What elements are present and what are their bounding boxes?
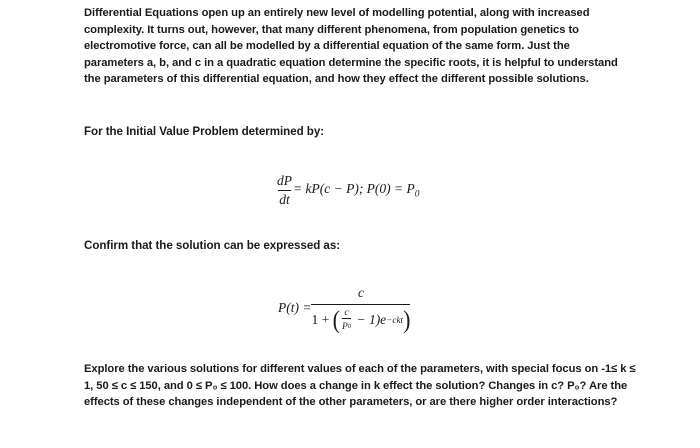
equation-rhs-text: = kP(c − P); P(0) = P	[293, 180, 415, 196]
inner-numerator: c	[344, 307, 349, 318]
fraction-numerator: dP	[277, 172, 292, 188]
inner-den-text: P	[341, 321, 348, 332]
close-paren: )	[403, 304, 411, 334]
denominator-prefix: 1 +	[311, 311, 333, 327]
initial-subscript: 0	[414, 189, 420, 200]
confirm-label: Confirm that the solution can be expressed as:	[84, 239, 341, 252]
solution-fraction	[311, 285, 410, 332]
solution-lhs: P(t) =	[278, 300, 312, 315]
solution-equation	[278, 281, 410, 335]
ivp-label: For the Initial Value Problem determined by:	[84, 125, 325, 138]
solution-numerator: c	[357, 284, 364, 300]
dp-dt-fraction	[276, 173, 293, 208]
intro-paragraph: Differential Equations open up an entirely new level of modelling potential, along with increased complexity. It turns out, however, that many different phenomena, from population genetics to electromotive force, can all be modelled by a differential equation of the same form. Just the parameters a, b, and c in a quadratic equation determine the specific roots, it is helpful to understand the parameters of this differential equation, and how they effect the different possible solutions.	[84, 7, 618, 86]
differential-equation	[276, 168, 420, 212]
inner-denominator	[342, 318, 351, 332]
inner-rest: − 1)e	[353, 311, 387, 327]
fraction-denominator: dt	[279, 191, 290, 207]
c-over-p0-fraction	[342, 308, 351, 332]
open-paren: (	[332, 304, 340, 334]
inner-den-subscript: 0	[347, 322, 352, 330]
equation-rhs	[293, 181, 420, 200]
exponent: −ckt	[386, 314, 404, 325]
explore-paragraph: Explore the various solutions for different values of each of the parameters, with special focus on -1≤ k ≤ 1, 50 ≤ c ≤ 150, and 0 ≤ P₀ ≤ 100. How does a change in k effect the solution? Changes in c? P₀? Are the effects of these changes independent of the other parameters, or are there higher order interactions?	[84, 363, 636, 409]
solution-denominator	[311, 304, 410, 332]
